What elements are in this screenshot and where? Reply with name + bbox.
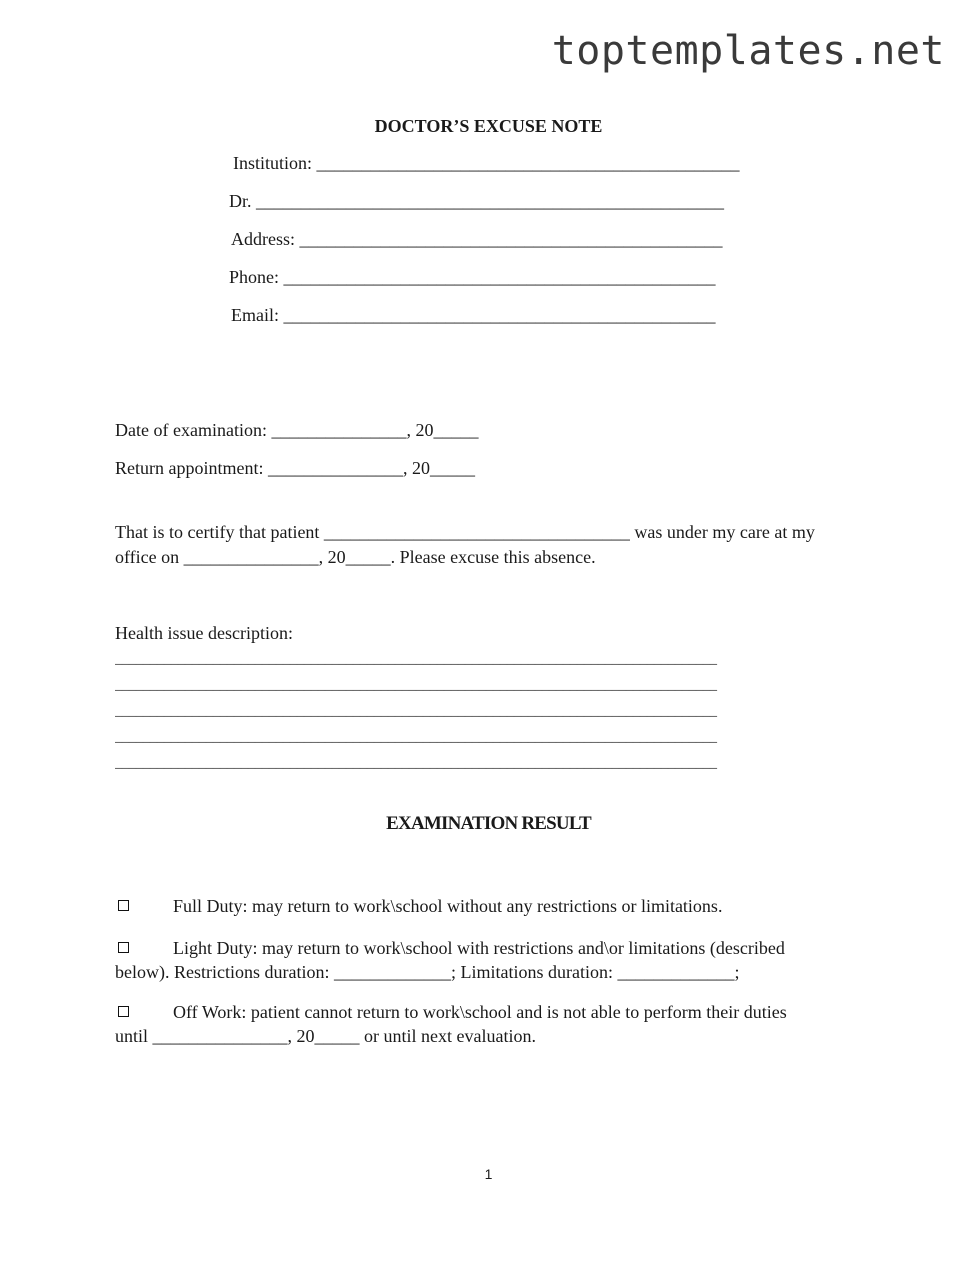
health-issue-line[interactable]: ______________________________________________________________________________________ — [115, 678, 717, 693]
health-issue-label: Health issue description: — [115, 623, 293, 643]
health-issue-line[interactable]: ______________________________________________________________________________________ — [115, 704, 717, 719]
page-number: 1 — [484, 1166, 493, 1182]
institution-field[interactable]: Institution: _______________________________________________ — [233, 153, 740, 173]
light-duty-text: Light Duty: may return to work\school with restrictions and\or limitations (described — [173, 938, 785, 958]
certify-line-2[interactable]: office on _______________, 20_____. Please excuse this absence. — [115, 547, 596, 567]
examination-date-field[interactable]: Date of examination: _______________, 20_____ — [115, 420, 479, 440]
address-field[interactable]: Address: _______________________________________________ — [231, 229, 723, 249]
light-duty-checkbox[interactable] — [118, 942, 129, 953]
full-duty-text: Full Duty: may return to work\school without any restrictions or limitations. — [173, 896, 723, 916]
health-issue-line[interactable]: ______________________________________________________________________________________ — [115, 756, 717, 771]
certify-paragraph — [115, 520, 863, 570]
full-duty-option — [115, 894, 855, 918]
health-issue-line[interactable]: ______________________________________________________________________________________ — [115, 730, 717, 745]
full-duty-checkbox[interactable] — [118, 900, 129, 911]
off-work-option — [115, 1000, 855, 1048]
light-duty-durations[interactable]: below). Restrictions duration: _____________; Limitations duration: _____________; — [115, 962, 740, 982]
off-work-text: Off Work: patient cannot return to work\school and is not able to perform their duties — [173, 1002, 787, 1022]
email-field[interactable]: Email: ________________________________________________ — [231, 305, 716, 325]
watermark: toptemplates.net — [551, 28, 945, 74]
phone-field[interactable]: Phone: ________________________________________________ — [229, 267, 716, 287]
health-issue-line[interactable]: ______________________________________________________________________________________ — [115, 652, 717, 667]
certify-line-1[interactable]: That is to certify that patient __________________________________ was under my care at my — [115, 522, 815, 542]
return-appointment-field[interactable]: Return appointment: _______________, 20_____ — [115, 458, 475, 478]
light-duty-option — [115, 936, 855, 984]
examination-result-title: EXAMINATION RESULT — [386, 813, 591, 834]
off-work-until[interactable]: until _______________, 20_____ or until next evaluation. — [115, 1026, 536, 1046]
doctor-field[interactable]: Dr. ____________________________________________________ — [229, 191, 724, 211]
document-title: DOCTOR’S EXCUSE NOTE — [374, 116, 603, 136]
off-work-checkbox[interactable] — [118, 1006, 129, 1017]
